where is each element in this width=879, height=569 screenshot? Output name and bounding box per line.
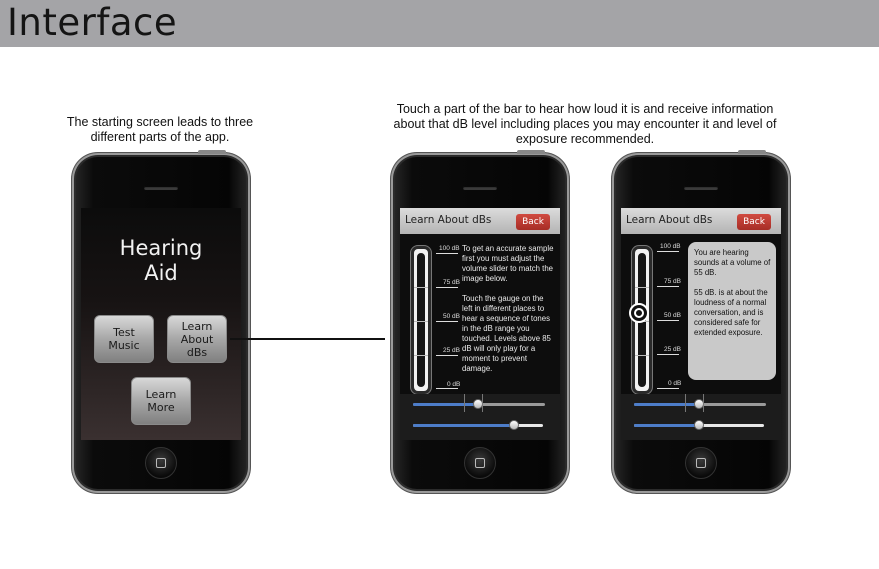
slider-guide-right	[482, 394, 483, 412]
app-title-line1: Hearing	[119, 236, 203, 260]
home-square-icon	[475, 458, 485, 468]
speaker-grille	[684, 186, 718, 190]
learn-screen	[400, 208, 560, 440]
phone-detail	[612, 153, 790, 493]
scale-label-25: 25 dB	[443, 347, 460, 354]
volume-slider[interactable]	[634, 424, 764, 427]
info-text	[694, 248, 772, 338]
learn-more-button[interactable]: Learn More	[131, 377, 191, 425]
gauge-tick	[635, 355, 649, 356]
scale-line	[657, 388, 679, 389]
nav-title: Learn About dBs	[626, 214, 713, 226]
caption-left: The starting screen leads to three different parts of the app.	[66, 115, 254, 144]
phone-home	[72, 153, 250, 493]
home-square-icon	[156, 458, 166, 468]
scale-label-50: 50 dB	[664, 312, 681, 319]
speaker-grille	[144, 186, 178, 190]
scale-label-25: 25 dB	[664, 346, 681, 353]
back-button[interactable]: Back	[516, 214, 550, 230]
detail-screen	[621, 208, 781, 440]
phone-learn	[391, 153, 569, 493]
home-button[interactable]	[145, 447, 177, 479]
instructions-text	[462, 244, 554, 374]
slider-guide-left	[685, 394, 686, 412]
intro-paragraph: To get an accurate sample first you must adjust the volume slider to match the image below.	[462, 244, 554, 283]
playback-slider[interactable]	[413, 403, 545, 406]
gauge-tick	[414, 287, 428, 288]
audio-controls	[621, 394, 781, 440]
scale-label-75: 75 dB	[443, 279, 460, 286]
info-line2: 55 dB. is at about the loudness of a normal conversation, and is considered safe for extended exposure.	[694, 288, 768, 337]
app-title-line2: Aid	[144, 261, 178, 285]
scale-line	[436, 355, 458, 356]
scale-line	[657, 251, 679, 252]
target-rings-icon[interactable]	[629, 303, 649, 323]
connector-line	[230, 338, 385, 340]
playback-fill	[634, 403, 699, 406]
scale-line	[436, 287, 458, 288]
scale-label-75: 75 dB	[664, 278, 681, 285]
speaker-grille	[463, 186, 497, 190]
volume-fill	[413, 424, 514, 427]
gauge-tick	[635, 287, 649, 288]
scale-line	[657, 320, 679, 321]
caption-right: Touch a part of the bar to hear how loud it is and receive information about that dB level including places you may encounter it and level of exposure recommended.	[393, 102, 777, 146]
scale-label-50: 50 dB	[443, 313, 460, 320]
playback-fill	[413, 403, 478, 406]
back-button[interactable]: Back	[737, 214, 771, 230]
header-bar	[0, 0, 879, 47]
scale-label-0: 0 dB	[668, 380, 682, 387]
db-gauge[interactable]	[411, 246, 431, 394]
slider-guide-right	[703, 394, 704, 412]
home-button[interactable]	[464, 447, 496, 479]
gauge-paragraph: Touch the gauge on the left in different places to hear a sequence of tones in the dB range you touched. Levels above 85 dB will only play for a moment to prevent damage.	[462, 294, 551, 373]
power-button[interactable]	[517, 150, 545, 154]
scale-line	[657, 286, 679, 287]
scale-label-0: 0 dB	[447, 381, 461, 388]
nav-bar	[400, 208, 560, 234]
scale-line	[436, 253, 458, 254]
volume-slider[interactable]	[413, 424, 543, 427]
scale-line	[436, 388, 458, 389]
info-line1: You are hearing sounds at a volume of 55 dB.	[694, 248, 771, 277]
nav-title: Learn About dBs	[405, 214, 492, 226]
app-title	[81, 236, 241, 286]
power-button[interactable]	[198, 150, 226, 154]
home-screen	[81, 208, 241, 440]
scale-line	[657, 354, 679, 355]
gauge-tick	[414, 355, 428, 356]
scale-line	[436, 321, 458, 322]
gauge-track	[417, 253, 425, 387]
volume-knob[interactable]	[509, 420, 519, 430]
power-button[interactable]	[738, 150, 766, 154]
home-square-icon	[696, 458, 706, 468]
nav-bar	[621, 208, 781, 234]
volume-knob[interactable]	[694, 420, 704, 430]
scale-label-100: 100 dB	[439, 245, 460, 252]
test-music-button[interactable]: Test Music	[94, 315, 154, 363]
learn-about-dbs-button[interactable]: Learn About dBs	[167, 315, 227, 363]
home-button[interactable]	[685, 447, 717, 479]
playback-slider[interactable]	[634, 403, 766, 406]
volume-fill	[634, 424, 699, 427]
scale-label-100: 100 dB	[660, 243, 681, 250]
audio-controls	[400, 394, 560, 440]
gauge-tick	[414, 321, 428, 322]
page-title: Interface	[7, 1, 178, 44]
info-bubble	[688, 242, 776, 380]
slider-guide-left	[464, 394, 465, 412]
